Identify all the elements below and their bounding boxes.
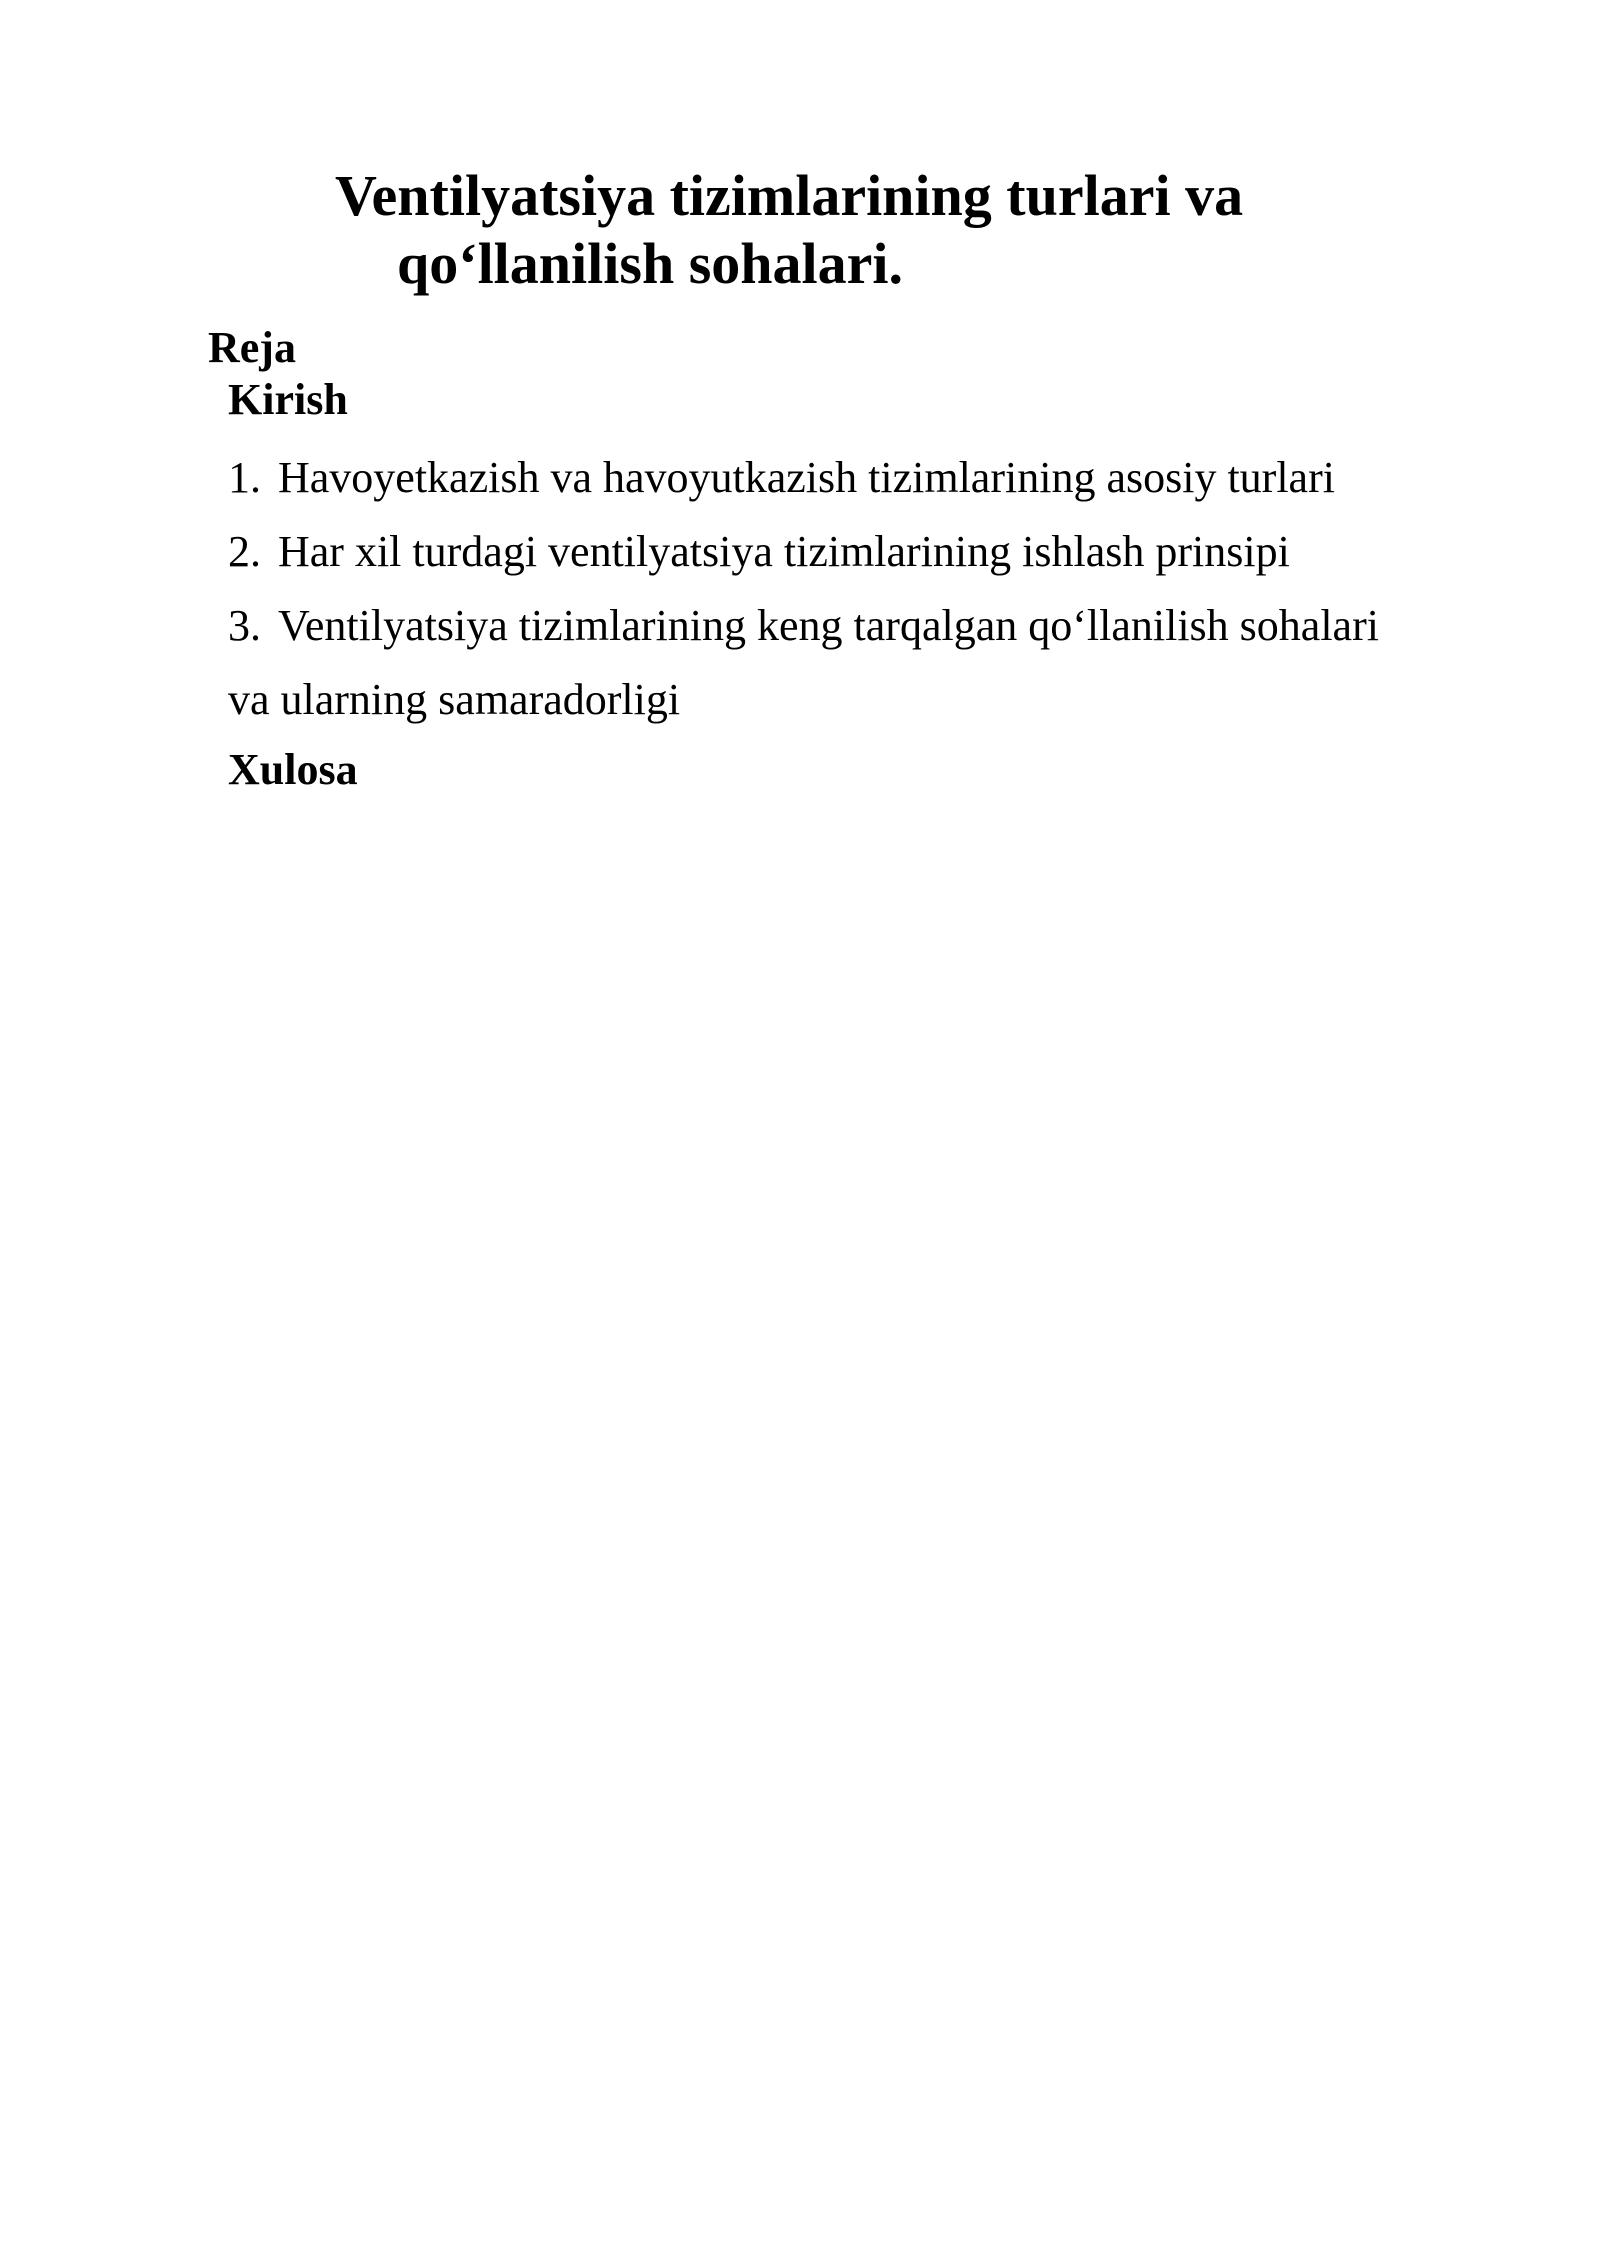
- list-item-continuation: [228, 663, 1468, 737]
- title-line-1: Ventilyatsiya tizimlarining turlari va: [335, 163, 1244, 228]
- page-title: [335, 162, 1435, 298]
- list-item: [228, 589, 1468, 663]
- list-item-text: Har xil turdagi ventilyatsiya tizimlarining ishlash prinsipi: [278, 527, 1290, 576]
- list-item-text: Ventilyatsiya tizimlarining keng tarqalgan qo‘llanilish sohalari: [278, 601, 1379, 650]
- list-item-number: 2.: [228, 527, 261, 576]
- list-item-number: 1.: [228, 453, 261, 502]
- plan-list: [228, 441, 1468, 737]
- plan-heading: Reja: [208, 323, 296, 372]
- title-line-2: qo‘llanilish sohalari.: [397, 231, 904, 296]
- list-item-continuation-text: va ularning samaradorligi: [228, 675, 681, 724]
- list-item: [228, 515, 1468, 589]
- list-item-text: Havoyetkazish va havoyutkazish tizimlarining asosiy turlari: [278, 453, 1335, 502]
- conclusion-heading: Xulosa: [228, 745, 358, 794]
- intro-heading: Kirish: [228, 375, 348, 424]
- list-item-number: 3.: [228, 601, 261, 650]
- list-item: [228, 441, 1468, 515]
